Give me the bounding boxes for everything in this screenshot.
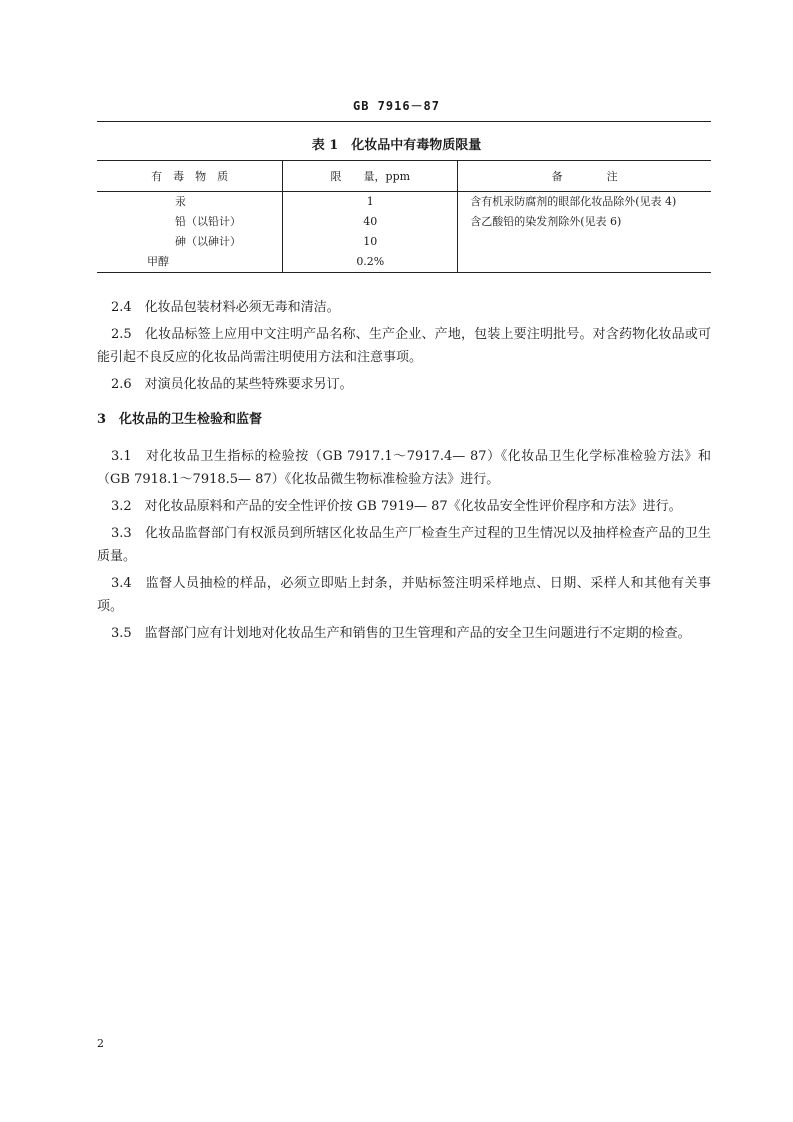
clause-3-2: 3.2 对化妆品原料和产品的安全性评价按 GB 7919— 87《化妆品安全性评价程序和方法》进行。	[111, 499, 682, 514]
substance-methanol: 甲醇	[147, 255, 169, 268]
limit-methanol: 0.2%	[356, 255, 385, 268]
substance-cell	[97, 192, 283, 273]
document-body	[97, 296, 711, 649]
clause-2-4: 2.4 化妆品包装材料必须无毒和清洁。	[111, 300, 340, 315]
column-header-limit: 限 量，ppm	[283, 161, 458, 192]
column-header-substance: 有 毒 物 质	[97, 161, 283, 192]
remarks-cell	[458, 192, 711, 273]
column-header-remarks: 备 注	[458, 161, 711, 192]
substance-arsenic: 砷（以砷计）	[175, 235, 241, 248]
clause-3-1: 3.1 对化妆品卫生指标的检验按（GB 7917.1～7917.4— 87）《化妆品卫生化学标准检验方法》和（GB 7918.1～7918.5— 87）《化妆品微生物标准检验方法》进行。	[97, 449, 711, 487]
table-header-row	[97, 161, 711, 192]
toxic-substance-table	[97, 160, 711, 273]
substance-mercury: 汞	[175, 195, 186, 208]
section-3-title: 3 化妆品的卫生检验和监督	[97, 412, 263, 427]
clause-2-5: 2.5 化妆品标签上应用中文注明产品名称、生产企业、产地，包装上要注明批号。对含药物化妆品或可能引起不良反应的化妆品尚需注明使用方法和注意事项。	[97, 327, 711, 365]
document-header: GB 7916－87	[352, 99, 441, 113]
clause-3-5: 3.5 监督部门应有计划地对化妆品生产和销售的卫生管理和产品的安全卫生问题进行不定期的检查。	[111, 626, 691, 641]
remark-mercury: 含有机汞防腐剂的眼部化妆品除外(见表 4)	[470, 195, 677, 208]
clause-3-3: 3.3 化妆品监督部门有权派员到所辖区化妆品生产厂检查生产过程的卫生情况以及抽样检查产品的卫生质量。	[97, 526, 711, 564]
clause-3-4: 3.4 监督人员抽检的样品，必须立即贴上封条，并贴标签注明采样地点、日期、采样人和其他有关事项。	[97, 576, 711, 614]
limit-lead: 40	[363, 215, 378, 228]
clause-2-6: 2.6 对演员化妆品的某些特殊要求另订。	[111, 377, 353, 392]
header-rule	[97, 121, 711, 122]
table-title: 表 1 化妆品中有毒物质限量	[311, 138, 482, 153]
substance-lead: 铅（以铅计）	[175, 215, 241, 228]
limit-cell	[283, 192, 458, 273]
limit-arsenic: 10	[363, 235, 378, 248]
remark-lead: 含乙酸铅的染发剂除外(见表 6)	[470, 215, 622, 228]
table-body-row	[97, 192, 711, 273]
page-number: 2	[97, 1037, 104, 1050]
limit-mercury: 1	[366, 195, 374, 208]
